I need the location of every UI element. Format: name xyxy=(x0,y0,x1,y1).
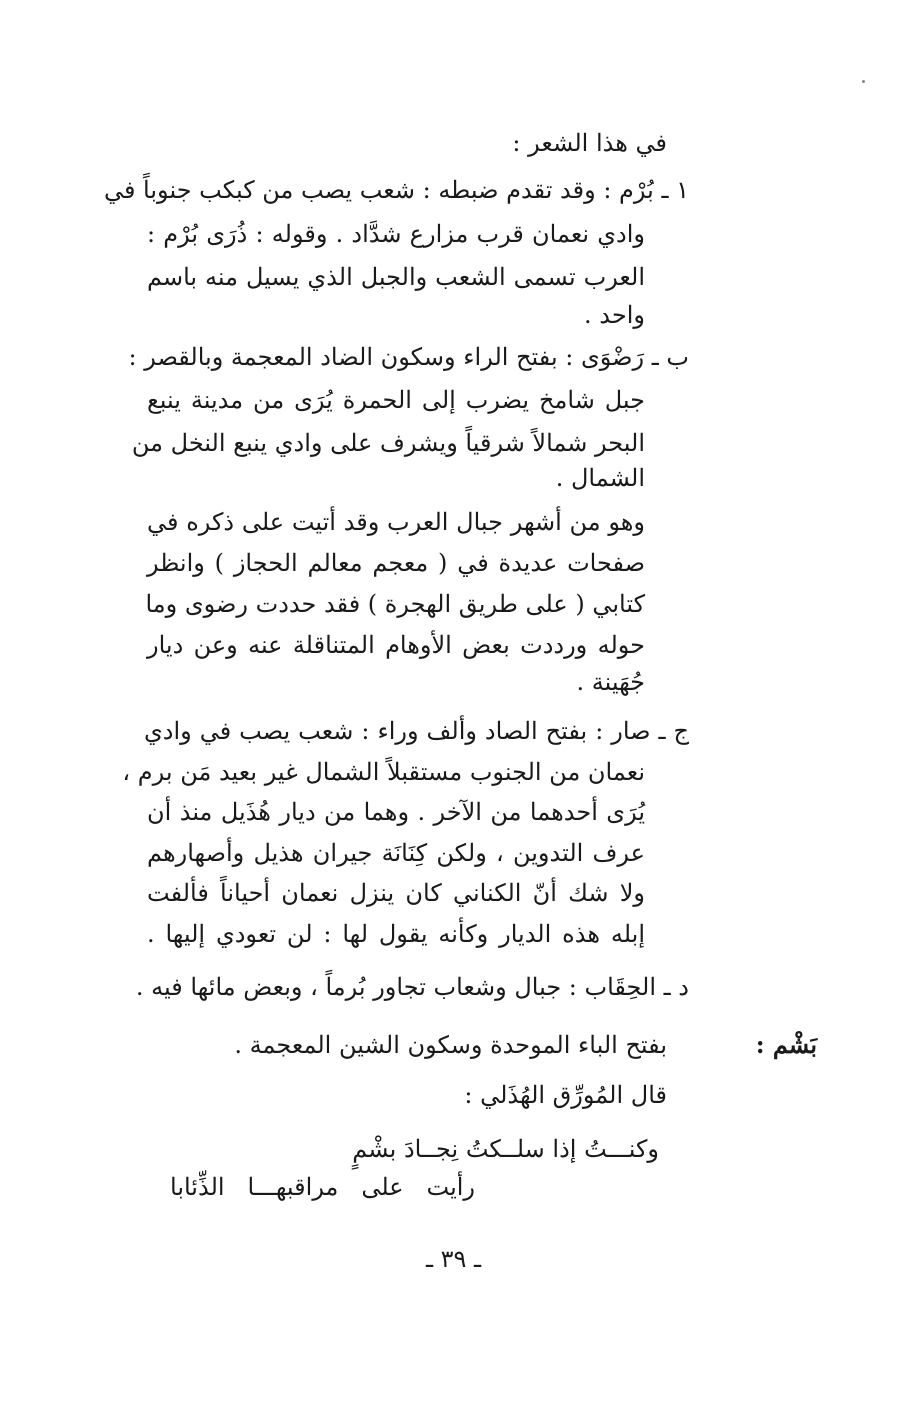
text-line-16: نعمان من الجنوب مستقبلاً الشمال غير بعيد مَن برم ، xyxy=(122,758,645,786)
text-line-17: يُرَى أحدهما من الآخر . وهما من ديار هُذَيل منذ أن xyxy=(147,798,645,826)
poem-verse-1: وكنـــتُ إذا سلــكتُ نِجــادَ بشْمٍ xyxy=(352,1135,659,1163)
text-line-12: كتابي ( على طريق الهجرة ) فقد حددت رضوى وما xyxy=(145,590,645,618)
text-line-1: في هذا الشعر : xyxy=(512,129,667,157)
entry-definition: بفتح الباء الموحدة وسكون الشين المعجمة . xyxy=(234,1031,667,1059)
text-line-6: ب ـ رَضْوَى : بفتح الراء وسكون الضاد المعجمة وبالقصر : xyxy=(128,343,689,371)
text-line-10: وهو من أشهر جبال العرب وقد أتيت على ذكره في xyxy=(147,508,645,536)
text-line-18: عرف التدوين ، ولكن كِنَانَة جيران هذيل وأصهارهم xyxy=(147,839,645,867)
poem-verse-2: رأيت على مراقبهـــا الذِّئابا xyxy=(170,1173,475,1201)
text-line-11: صفحات عديدة في ( معجم معالم الحجاز ) وانظر xyxy=(147,549,645,577)
entry-headword: بَشْم : xyxy=(755,1030,817,1059)
text-line-7: جبل شامخ يضرب إلى الحمرة يُرَى من مدينة ينبع xyxy=(147,386,645,414)
text-line-14: جُهَينة . xyxy=(576,668,645,696)
text-line-15: ج ـ صار : بفتح الصاد وألف وراء : شعب يصب في وادي xyxy=(144,717,689,745)
text-line-8: البحر شمالاً شرقياً ويشرف على وادي ينبع النخل من xyxy=(131,429,645,457)
text-line-4: العرب تسمى الشعب والجبل الذي يسيل منه باسم xyxy=(147,263,645,291)
text-line-19: ولا شك أنّ الكناني كان ينزل نعمان أحياناً فألفت xyxy=(147,879,645,907)
text-line-21: د ـ الحِقَاب : جبال وشعاب تجاور بُرماً ، وبعض مائها فيه . xyxy=(135,973,689,1001)
text-line-13: حوله ورددت بعض الأوهام المتناقلة عنه وعن ديار xyxy=(147,631,645,659)
poem-attribution: قال المُورِّق الهُذَلي : xyxy=(464,1081,667,1109)
text-line-3: وادي نعمان قرب مزارع شدَّاد . وقوله : ذُرَى بُرْم : xyxy=(147,220,645,248)
text-line-9: الشمال . xyxy=(555,464,645,492)
scan-speck xyxy=(862,80,865,83)
page-number: ـ ٣٩ ـ xyxy=(425,1245,482,1273)
text-line-20: إبله هذه الديار وكأنه يقول لها : لن تعودي إليها . xyxy=(147,920,645,948)
text-line-5: واحد . xyxy=(584,301,645,329)
text-line-2: ١ ـ بُرْم : وقد تقدم ضبطه : شعب يصب من كبكب جنوباً في xyxy=(103,176,689,204)
